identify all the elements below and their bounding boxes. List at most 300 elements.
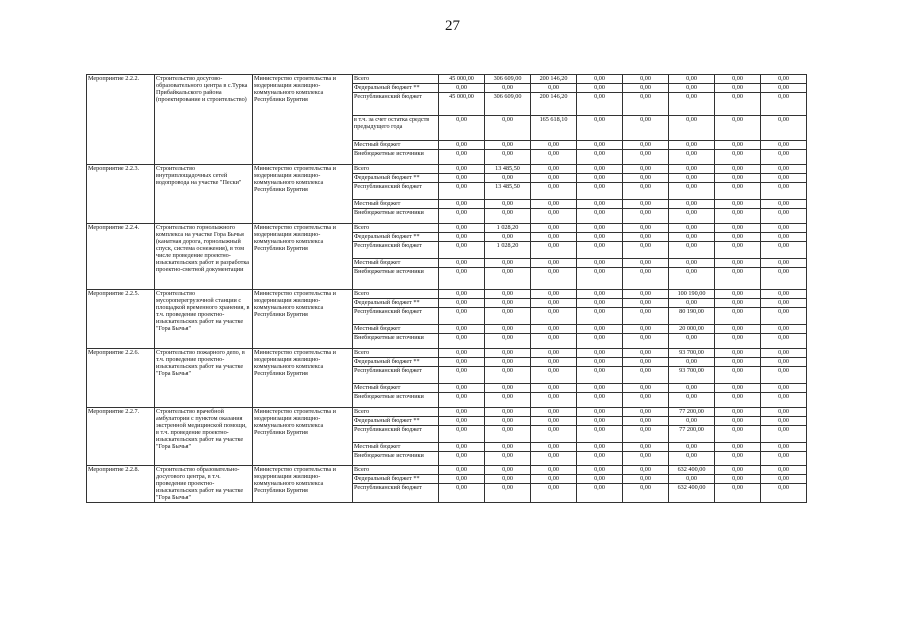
amount-cell: 0,00 bbox=[531, 150, 577, 165]
amount-cell: 0,00 bbox=[439, 174, 485, 183]
amount-cell: 0,00 bbox=[761, 268, 807, 290]
amount-cell: 0,00 bbox=[577, 452, 623, 466]
amount-cell: 0,00 bbox=[623, 349, 669, 358]
amount-cell: 0,00 bbox=[577, 308, 623, 325]
amount-cell: 0,00 bbox=[439, 384, 485, 393]
funding-source: Федеральный бюджет ** bbox=[353, 233, 439, 242]
amount-cell: 0,00 bbox=[715, 475, 761, 484]
amount-cell: 0,00 bbox=[439, 299, 485, 308]
funding-source: Федеральный бюджет ** bbox=[353, 417, 439, 426]
amount-cell: 0,00 bbox=[531, 200, 577, 209]
amount-cell: 0,00 bbox=[531, 358, 577, 367]
amount-cell: 0,00 bbox=[439, 325, 485, 334]
amount-cell: 0,00 bbox=[715, 75, 761, 84]
amount-cell: 0,00 bbox=[531, 325, 577, 334]
amount-cell: 0,00 bbox=[623, 174, 669, 183]
amount-cell: 0,00 bbox=[531, 484, 577, 503]
amount-cell: 0,00 bbox=[715, 384, 761, 393]
amount-cell: 20 000,00 bbox=[669, 325, 715, 334]
amount-cell: 0,00 bbox=[623, 308, 669, 325]
amount-cell: 0,00 bbox=[485, 290, 531, 299]
amount-cell: 0,00 bbox=[439, 466, 485, 475]
amount-cell: 0,00 bbox=[715, 367, 761, 384]
funding-source: Федеральный бюджет ** bbox=[353, 299, 439, 308]
amount-cell: 0,00 bbox=[715, 299, 761, 308]
funding-source: Всего bbox=[353, 224, 439, 233]
funding-source: Внебюджетные источники bbox=[353, 268, 439, 290]
amount-cell: 0,00 bbox=[531, 84, 577, 93]
amount-cell: 0,00 bbox=[485, 349, 531, 358]
amount-cell: 0,00 bbox=[439, 417, 485, 426]
amount-cell: 0,00 bbox=[577, 224, 623, 233]
amount-cell: 0,00 bbox=[577, 174, 623, 183]
amount-cell: 0,00 bbox=[669, 417, 715, 426]
amount-cell: 0,00 bbox=[761, 358, 807, 367]
amount-cell: 0,00 bbox=[439, 233, 485, 242]
amount-cell: 0,00 bbox=[577, 290, 623, 299]
amount-cell: 0,00 bbox=[669, 358, 715, 367]
amount-cell: 0,00 bbox=[623, 452, 669, 466]
amount-cell: 0,00 bbox=[485, 233, 531, 242]
amount-cell: 0,00 bbox=[669, 452, 715, 466]
amount-cell: 0,00 bbox=[761, 384, 807, 393]
funding-source: Местный бюджет bbox=[353, 141, 439, 150]
amount-cell: 0,00 bbox=[761, 308, 807, 325]
table-row bbox=[87, 224, 807, 233]
amount-cell: 0,00 bbox=[577, 299, 623, 308]
amount-cell: 0,00 bbox=[715, 408, 761, 417]
amount-cell: 0,00 bbox=[623, 209, 669, 224]
amount-cell: 0,00 bbox=[715, 426, 761, 443]
amount-cell: 0,00 bbox=[485, 200, 531, 209]
funding-source: Федеральный бюджет ** bbox=[353, 358, 439, 367]
amount-cell: 0,00 bbox=[531, 183, 577, 200]
amount-cell: 0,00 bbox=[439, 224, 485, 233]
amount-cell: 0,00 bbox=[531, 308, 577, 325]
amount-cell: 0,00 bbox=[577, 165, 623, 174]
responsible-executor: Министерство строительства и модернизации жилищно-коммунального комплекса Республики Бурятия bbox=[253, 290, 353, 349]
funding-source: Внебюджетные источники bbox=[353, 209, 439, 224]
amount-cell: 0,00 bbox=[439, 334, 485, 349]
amount-cell: 0,00 bbox=[577, 393, 623, 408]
measure-id: Мероприятие 2.2.3. bbox=[87, 165, 155, 224]
amount-cell: 0,00 bbox=[439, 209, 485, 224]
amount-cell: 0,00 bbox=[623, 242, 669, 259]
funding-source: Внебюджетные источники bbox=[353, 150, 439, 165]
amount-cell: 0,00 bbox=[577, 84, 623, 93]
amount-cell: 0,00 bbox=[669, 84, 715, 93]
amount-cell: 0,00 bbox=[531, 209, 577, 224]
amount-cell: 0,00 bbox=[669, 183, 715, 200]
amount-cell: 0,00 bbox=[439, 183, 485, 200]
amount-cell: 0,00 bbox=[623, 268, 669, 290]
amount-cell: 0,00 bbox=[623, 141, 669, 150]
amount-cell: 0,00 bbox=[623, 116, 669, 141]
responsible-executor: Министерство строительства и модернизации жилищно-коммунального комплекса Республики Бурятия bbox=[253, 165, 353, 224]
amount-cell: 0,00 bbox=[623, 299, 669, 308]
table-row bbox=[87, 408, 807, 417]
amount-cell: 0,00 bbox=[439, 308, 485, 325]
funding-source: Внебюджетные источники bbox=[353, 334, 439, 349]
funding-source: Местный бюджет bbox=[353, 325, 439, 334]
funding-source: Внебюджетные источники bbox=[353, 393, 439, 408]
amount-cell: 0,00 bbox=[577, 325, 623, 334]
funding-source: в т.ч. за счет остатка средств предыдущего года bbox=[353, 116, 439, 141]
measure-id: Мероприятие 2.2.4. bbox=[87, 224, 155, 290]
amount-cell: 0,00 bbox=[439, 349, 485, 358]
measure-id: Мероприятие 2.2.2. bbox=[87, 75, 155, 165]
amount-cell: 0,00 bbox=[531, 384, 577, 393]
amount-cell: 0,00 bbox=[577, 233, 623, 242]
amount-cell: 0,00 bbox=[485, 299, 531, 308]
amount-cell: 0,00 bbox=[439, 452, 485, 466]
amount-cell: 0,00 bbox=[531, 141, 577, 150]
amount-cell: 0,00 bbox=[669, 443, 715, 452]
funding-source: Внебюджетные источники bbox=[353, 452, 439, 466]
amount-cell: 0,00 bbox=[715, 268, 761, 290]
amount-cell: 0,00 bbox=[577, 367, 623, 384]
amount-cell: 0,00 bbox=[715, 484, 761, 503]
amount-cell: 0,00 bbox=[485, 384, 531, 393]
amount-cell: 0,00 bbox=[577, 426, 623, 443]
amount-cell: 0,00 bbox=[761, 426, 807, 443]
amount-cell: 0,00 bbox=[669, 174, 715, 183]
amount-cell: 0,00 bbox=[485, 358, 531, 367]
amount-cell: 0,00 bbox=[485, 484, 531, 503]
amount-cell: 0,00 bbox=[761, 183, 807, 200]
amount-cell: 0,00 bbox=[715, 290, 761, 299]
amount-cell: 632 400,00 bbox=[669, 466, 715, 475]
amount-cell: 0,00 bbox=[715, 165, 761, 174]
amount-cell: 306 609,00 bbox=[485, 93, 531, 116]
amount-cell: 0,00 bbox=[761, 299, 807, 308]
amount-cell: 0,00 bbox=[761, 116, 807, 141]
amount-cell: 0,00 bbox=[669, 475, 715, 484]
amount-cell: 0,00 bbox=[761, 209, 807, 224]
measure-name: Строительство досугово-образовательного центра в с.Турка Прибайкальского района (проектирование и строительство) bbox=[155, 75, 253, 165]
funding-source: Республиканский бюджет bbox=[353, 93, 439, 116]
funding-source: Всего bbox=[353, 466, 439, 475]
amount-cell: 0,00 bbox=[715, 200, 761, 209]
amount-cell: 0,00 bbox=[715, 443, 761, 452]
amount-cell: 0,00 bbox=[485, 367, 531, 384]
amount-cell: 0,00 bbox=[623, 475, 669, 484]
funding-source: Местный бюджет bbox=[353, 200, 439, 209]
amount-cell: 0,00 bbox=[531, 452, 577, 466]
amount-cell: 200 146,20 bbox=[531, 75, 577, 84]
amount-cell: 0,00 bbox=[577, 209, 623, 224]
amount-cell: 0,00 bbox=[761, 367, 807, 384]
amount-cell: 77 200,00 bbox=[669, 426, 715, 443]
funding-source: Республиканский бюджет bbox=[353, 426, 439, 443]
amount-cell: 0,00 bbox=[439, 484, 485, 503]
amount-cell: 13 485,50 bbox=[485, 183, 531, 200]
amount-cell: 0,00 bbox=[623, 165, 669, 174]
amount-cell: 0,00 bbox=[715, 174, 761, 183]
amount-cell: 1 028,20 bbox=[485, 224, 531, 233]
page-number: 27 bbox=[445, 18, 460, 34]
amount-cell: 0,00 bbox=[669, 200, 715, 209]
amount-cell: 0,00 bbox=[669, 233, 715, 242]
amount-cell: 0,00 bbox=[531, 393, 577, 408]
amount-cell: 0,00 bbox=[577, 259, 623, 268]
amount-cell: 0,00 bbox=[577, 484, 623, 503]
amount-cell: 0,00 bbox=[715, 417, 761, 426]
amount-cell: 0,00 bbox=[439, 367, 485, 384]
amount-cell: 0,00 bbox=[531, 299, 577, 308]
amount-cell: 0,00 bbox=[577, 116, 623, 141]
amount-cell: 0,00 bbox=[577, 141, 623, 150]
amount-cell: 0,00 bbox=[485, 174, 531, 183]
amount-cell: 0,00 bbox=[761, 75, 807, 84]
amount-cell: 0,00 bbox=[715, 141, 761, 150]
amount-cell: 200 146,20 bbox=[531, 93, 577, 116]
table-row bbox=[87, 290, 807, 299]
amount-cell: 0,00 bbox=[439, 408, 485, 417]
amount-cell: 0,00 bbox=[623, 233, 669, 242]
amount-cell: 0,00 bbox=[715, 452, 761, 466]
amount-cell: 0,00 bbox=[623, 150, 669, 165]
funding-source: Республиканский бюджет bbox=[353, 367, 439, 384]
amount-cell: 0,00 bbox=[531, 417, 577, 426]
funding-source: Федеральный бюджет ** bbox=[353, 84, 439, 93]
amount-cell: 0,00 bbox=[439, 141, 485, 150]
amount-cell: 0,00 bbox=[761, 349, 807, 358]
responsible-executor: Министерство строительства и модернизации жилищно-коммунального комплекса Республики Бурятия bbox=[253, 466, 353, 503]
amount-cell: 0,00 bbox=[577, 334, 623, 349]
amount-cell: 0,00 bbox=[485, 452, 531, 466]
funding-source: Всего bbox=[353, 75, 439, 84]
amount-cell: 0,00 bbox=[669, 224, 715, 233]
amount-cell: 0,00 bbox=[577, 475, 623, 484]
amount-cell: 0,00 bbox=[531, 224, 577, 233]
amount-cell: 0,00 bbox=[623, 466, 669, 475]
amount-cell: 0,00 bbox=[715, 209, 761, 224]
responsible-executor: Министерство строительства и модернизации жилищно-коммунального комплекса Республики Бурятия bbox=[253, 408, 353, 466]
amount-cell: 0,00 bbox=[669, 393, 715, 408]
amount-cell: 0,00 bbox=[439, 165, 485, 174]
amount-cell: 0,00 bbox=[715, 349, 761, 358]
amount-cell: 0,00 bbox=[715, 93, 761, 116]
amount-cell: 0,00 bbox=[577, 466, 623, 475]
amount-cell: 0,00 bbox=[761, 141, 807, 150]
amount-cell: 0,00 bbox=[715, 358, 761, 367]
amount-cell: 0,00 bbox=[715, 259, 761, 268]
amount-cell: 0,00 bbox=[439, 259, 485, 268]
measure-id: Мероприятие 2.2.8. bbox=[87, 466, 155, 503]
amount-cell: 0,00 bbox=[669, 75, 715, 84]
amount-cell: 0,00 bbox=[715, 334, 761, 349]
amount-cell: 0,00 bbox=[761, 259, 807, 268]
amount-cell: 632 400,00 bbox=[669, 484, 715, 503]
measure-name: Строительство мусороперегрузочной станции с площадкой временного хранения, в т.ч. проведение проектно-изыскательских работ на участке "Гора Бычья" bbox=[155, 290, 253, 349]
measure-name: Строительство образовательно-досугового центра, в т.ч. проведение проектно-изыскательских работ на участке "Гора Бычья" bbox=[155, 466, 253, 503]
amount-cell: 0,00 bbox=[485, 209, 531, 224]
funding-source: Республиканский бюджет bbox=[353, 183, 439, 200]
responsible-executor: Министерство строительства и модернизации жилищно-коммунального комплекса Республики Бурятия bbox=[253, 75, 353, 165]
funding-source: Федеральный бюджет ** bbox=[353, 475, 439, 484]
amount-cell: 0,00 bbox=[715, 224, 761, 233]
amount-cell: 0,00 bbox=[623, 393, 669, 408]
amount-cell: 0,00 bbox=[439, 475, 485, 484]
amount-cell: 0,00 bbox=[485, 116, 531, 141]
amount-cell: 0,00 bbox=[761, 84, 807, 93]
amount-cell: 0,00 bbox=[715, 116, 761, 141]
amount-cell: 0,00 bbox=[761, 452, 807, 466]
table-row bbox=[87, 75, 807, 84]
amount-cell: 0,00 bbox=[715, 308, 761, 325]
funding-source: Всего bbox=[353, 165, 439, 174]
amount-cell: 0,00 bbox=[485, 325, 531, 334]
amount-cell: 0,00 bbox=[623, 443, 669, 452]
amount-cell: 0,00 bbox=[577, 183, 623, 200]
amount-cell: 0,00 bbox=[715, 466, 761, 475]
budget-table bbox=[86, 74, 807, 503]
amount-cell: 0,00 bbox=[761, 408, 807, 417]
amount-cell: 0,00 bbox=[531, 233, 577, 242]
amount-cell: 0,00 bbox=[623, 426, 669, 443]
amount-cell: 1 028,20 bbox=[485, 242, 531, 259]
amount-cell: 0,00 bbox=[439, 268, 485, 290]
amount-cell: 0,00 bbox=[485, 475, 531, 484]
table-row bbox=[87, 466, 807, 475]
funding-source: Местный бюджет bbox=[353, 259, 439, 268]
amount-cell: 0,00 bbox=[531, 174, 577, 183]
amount-cell: 0,00 bbox=[439, 242, 485, 259]
amount-cell: 0,00 bbox=[761, 466, 807, 475]
amount-cell: 0,00 bbox=[761, 233, 807, 242]
amount-cell: 0,00 bbox=[761, 242, 807, 259]
amount-cell: 0,00 bbox=[715, 393, 761, 408]
measure-id: Мероприятие 2.2.6. bbox=[87, 349, 155, 408]
amount-cell: 0,00 bbox=[669, 268, 715, 290]
amount-cell: 0,00 bbox=[761, 443, 807, 452]
amount-cell: 0,00 bbox=[623, 259, 669, 268]
measure-name: Строительство врачебной амбулатории с пунктом оказания экстренной медицинской помощи, в т.ч. проведение проектно-изыскательских работ на участке "Гора Бычья" bbox=[155, 408, 253, 466]
funding-source: Республиканский бюджет bbox=[353, 242, 439, 259]
amount-cell: 13 485,50 bbox=[485, 165, 531, 174]
amount-cell: 0,00 bbox=[623, 224, 669, 233]
amount-cell: 0,00 bbox=[715, 150, 761, 165]
amount-cell: 80 190,00 bbox=[669, 308, 715, 325]
amount-cell: 0,00 bbox=[577, 358, 623, 367]
funding-source: Федеральный бюджет ** bbox=[353, 174, 439, 183]
amount-cell: 0,00 bbox=[485, 443, 531, 452]
amount-cell: 0,00 bbox=[761, 200, 807, 209]
amount-cell: 0,00 bbox=[761, 325, 807, 334]
amount-cell: 165 618,10 bbox=[531, 116, 577, 141]
amount-cell: 0,00 bbox=[623, 183, 669, 200]
amount-cell: 0,00 bbox=[485, 466, 531, 475]
amount-cell: 0,00 bbox=[669, 93, 715, 116]
amount-cell: 0,00 bbox=[761, 417, 807, 426]
amount-cell: 0,00 bbox=[439, 426, 485, 443]
responsible-executor: Министерство строительства и модернизации жилищно-коммунального комплекса Республики Бурятия bbox=[253, 224, 353, 290]
amount-cell: 0,00 bbox=[715, 233, 761, 242]
amount-cell: 0,00 bbox=[623, 367, 669, 384]
amount-cell: 0,00 bbox=[715, 325, 761, 334]
amount-cell: 0,00 bbox=[623, 384, 669, 393]
measure-name: Строительство внутриплощадочных сетей водопровода на участке "Пески" bbox=[155, 165, 253, 224]
amount-cell: 0,00 bbox=[531, 466, 577, 475]
measure-name: Строительство горнолыжного комплекса на участке Гора Бычья (канатная дорога, горнолыжный спуск, система оснежения), в том числе проведение проектно-изыскательских работ и разработка проектно-сметной документации bbox=[155, 224, 253, 290]
amount-cell: 0,00 bbox=[485, 308, 531, 325]
amount-cell: 0,00 bbox=[531, 242, 577, 259]
amount-cell: 0,00 bbox=[577, 408, 623, 417]
amount-cell: 0,00 bbox=[531, 408, 577, 417]
amount-cell: 0,00 bbox=[577, 242, 623, 259]
amount-cell: 0,00 bbox=[439, 358, 485, 367]
amount-cell: 0,00 bbox=[623, 200, 669, 209]
amount-cell: 0,00 bbox=[669, 259, 715, 268]
amount-cell: 0,00 bbox=[669, 116, 715, 141]
amount-cell: 0,00 bbox=[439, 393, 485, 408]
funding-source: Всего bbox=[353, 349, 439, 358]
amount-cell: 0,00 bbox=[761, 290, 807, 299]
amount-cell: 0,00 bbox=[577, 349, 623, 358]
amount-cell: 93 700,00 bbox=[669, 367, 715, 384]
amount-cell: 0,00 bbox=[439, 116, 485, 141]
amount-cell: 0,00 bbox=[577, 150, 623, 165]
amount-cell: 0,00 bbox=[439, 200, 485, 209]
funding-source: Всего bbox=[353, 290, 439, 299]
amount-cell: 0,00 bbox=[485, 408, 531, 417]
amount-cell: 0,00 bbox=[715, 84, 761, 93]
amount-cell: 0,00 bbox=[577, 417, 623, 426]
amount-cell: 77 200,00 bbox=[669, 408, 715, 417]
amount-cell: 0,00 bbox=[531, 259, 577, 268]
amount-cell: 0,00 bbox=[531, 443, 577, 452]
measure-id: Мероприятие 2.2.7. bbox=[87, 408, 155, 466]
amount-cell: 0,00 bbox=[715, 183, 761, 200]
amount-cell: 0,00 bbox=[531, 290, 577, 299]
amount-cell: 0,00 bbox=[439, 290, 485, 299]
amount-cell: 0,00 bbox=[577, 93, 623, 116]
amount-cell: 0,00 bbox=[669, 299, 715, 308]
amount-cell: 0,00 bbox=[761, 165, 807, 174]
funding-source: Республиканский бюджет bbox=[353, 308, 439, 325]
amount-cell: 0,00 bbox=[531, 334, 577, 349]
amount-cell: 0,00 bbox=[577, 200, 623, 209]
amount-cell: 0,00 bbox=[531, 367, 577, 384]
funding-source: Всего bbox=[353, 408, 439, 417]
amount-cell: 0,00 bbox=[623, 334, 669, 349]
amount-cell: 306 609,00 bbox=[485, 75, 531, 84]
amount-cell: 0,00 bbox=[577, 268, 623, 290]
amount-cell: 0,00 bbox=[669, 165, 715, 174]
amount-cell: 0,00 bbox=[485, 84, 531, 93]
amount-cell: 0,00 bbox=[761, 93, 807, 116]
amount-cell: 0,00 bbox=[531, 268, 577, 290]
amount-cell: 45 000,00 bbox=[439, 93, 485, 116]
amount-cell: 0,00 bbox=[623, 75, 669, 84]
amount-cell: 0,00 bbox=[439, 84, 485, 93]
amount-cell: 0,00 bbox=[761, 393, 807, 408]
amount-cell: 0,00 bbox=[761, 224, 807, 233]
amount-cell: 0,00 bbox=[669, 141, 715, 150]
amount-cell: 0,00 bbox=[761, 475, 807, 484]
amount-cell: 0,00 bbox=[577, 75, 623, 84]
amount-cell: 0,00 bbox=[761, 150, 807, 165]
amount-cell: 0,00 bbox=[485, 334, 531, 349]
amount-cell: 0,00 bbox=[531, 349, 577, 358]
amount-cell: 0,00 bbox=[669, 209, 715, 224]
table-row bbox=[87, 165, 807, 174]
amount-cell: 0,00 bbox=[623, 93, 669, 116]
amount-cell: 0,00 bbox=[485, 150, 531, 165]
amount-cell: 0,00 bbox=[669, 384, 715, 393]
amount-cell: 0,00 bbox=[623, 408, 669, 417]
